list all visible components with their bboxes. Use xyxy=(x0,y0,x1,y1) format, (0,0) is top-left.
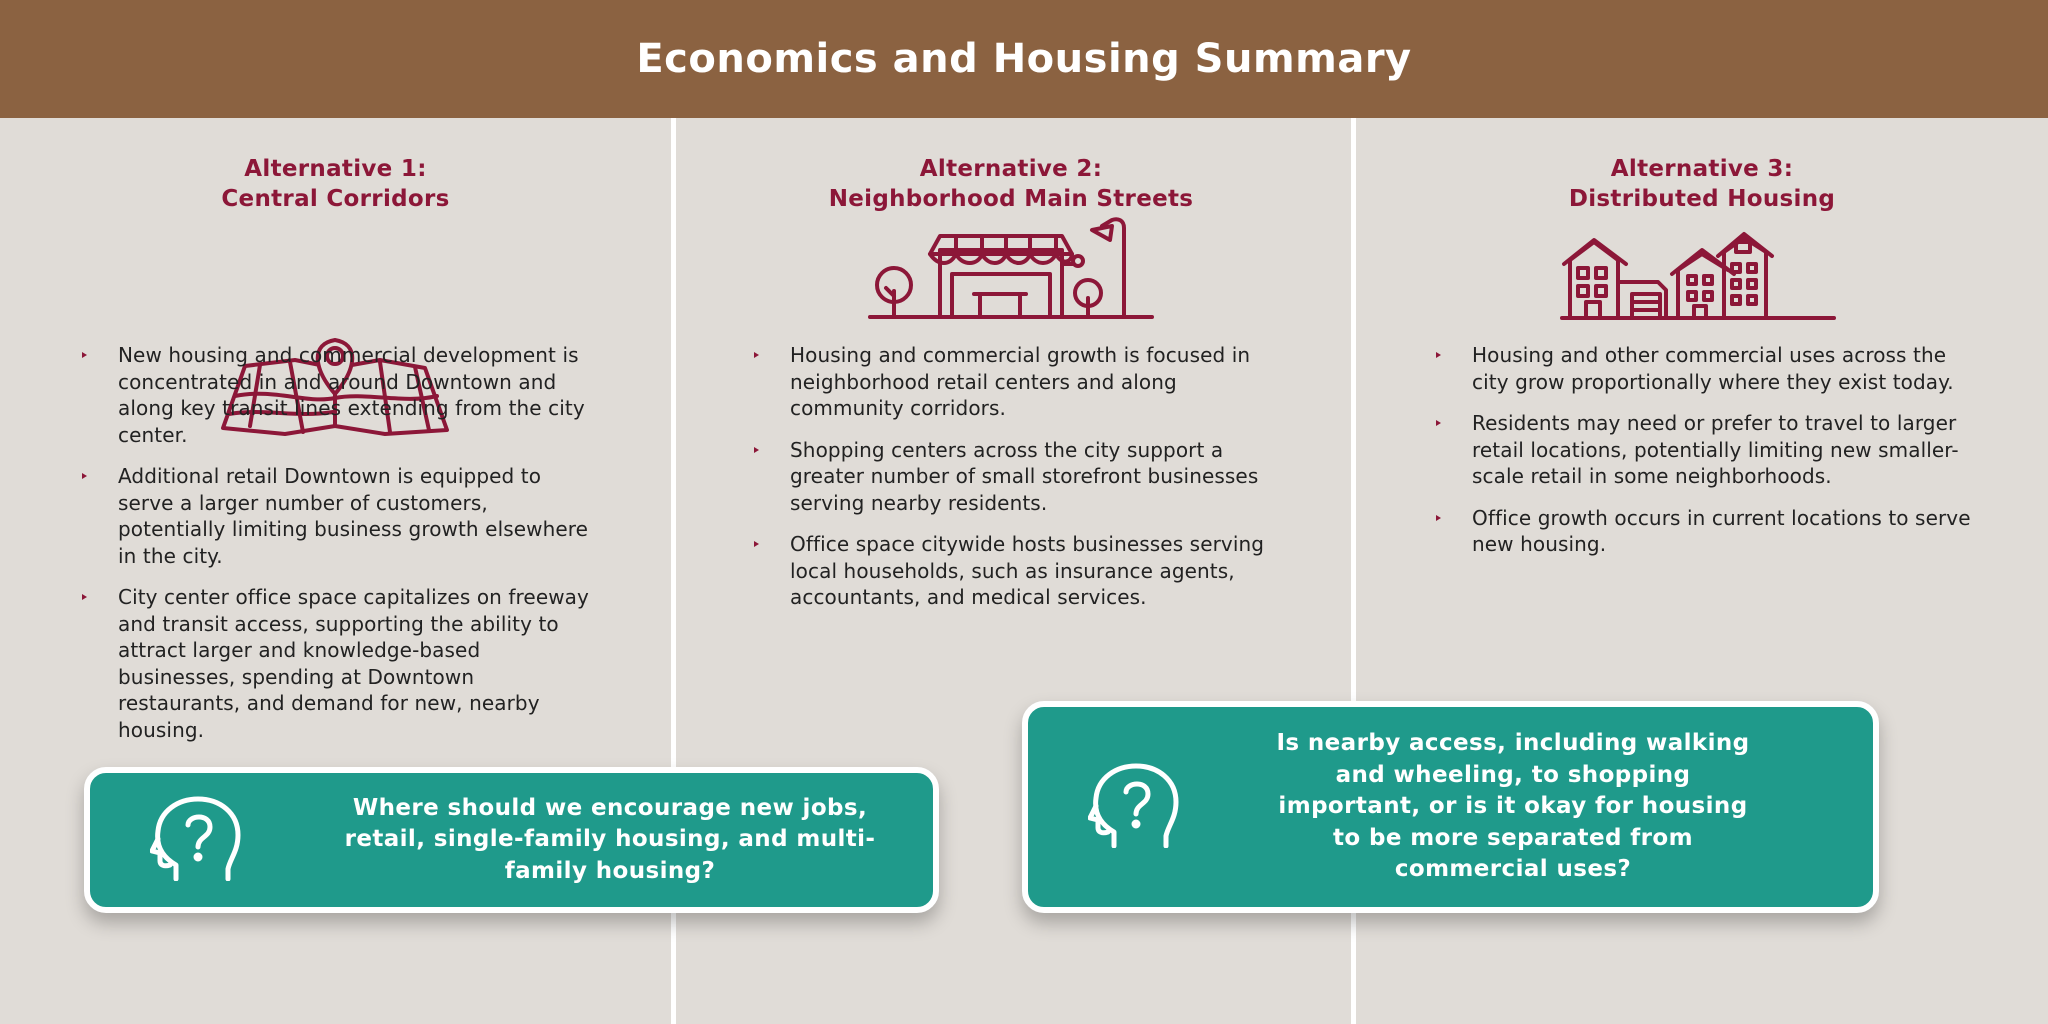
question-box-1 xyxy=(84,767,939,913)
bullet-icon xyxy=(82,352,87,358)
storefront-icon xyxy=(866,216,1156,321)
alternative-3-label: Alternative 3: xyxy=(1610,156,1794,182)
head-question-icon xyxy=(150,795,280,885)
list-item: New housing and commercial development is concentrated in and around Downtown and along key transit lines extending from the city center. xyxy=(80,342,600,448)
list-item: Housing and other commercial uses across the city grow proportionally where they exist today. xyxy=(1434,342,1974,395)
list-item: Office space citywide hosts businesses serving local households, such as insurance agents, accountants, and medical services. xyxy=(752,531,1282,611)
head-question-icon xyxy=(1088,762,1218,852)
bullet-icon xyxy=(82,594,87,600)
alternative-2-title xyxy=(676,154,1346,214)
bullet-icon xyxy=(82,473,87,479)
alternative-3-points xyxy=(1434,342,1974,573)
list-item: Additional retail Downtown is equipped to serve a larger number of customers, potentially limiting business growth elsewhere in the city. xyxy=(80,463,600,569)
list-item: Housing and commercial growth is focused in neighborhood retail centers and along community corridors. xyxy=(752,342,1282,422)
list-item: Office growth occurs in current locations to serve new housing. xyxy=(1434,505,1974,558)
houses-icon xyxy=(1558,230,1838,320)
bullet-icon xyxy=(1436,420,1441,426)
alternative-3-title xyxy=(1356,154,2048,214)
alternative-1-title xyxy=(0,154,671,214)
alternative-2-name: Neighborhood Main Streets xyxy=(828,186,1194,212)
alternative-2-label: Alternative 2: xyxy=(919,156,1103,182)
bullet-icon xyxy=(754,541,759,547)
alternative-1-points xyxy=(80,342,600,758)
list-item: Residents may need or prefer to travel to larger retail locations, potentially limiting new smaller-scale retail in some neighborhoods. xyxy=(1434,410,1974,490)
alternative-1-label: Alternative 1: xyxy=(244,156,427,182)
question-box-2 xyxy=(1022,701,1879,913)
alternative-3-name: Distributed Housing xyxy=(1568,186,1836,212)
question-1-text: Where should we encourage new jobs, retail, single-family housing, and multi-family housing? xyxy=(344,794,876,884)
list-item: Shopping centers across the city support a greater number of small storefront businesses serving nearby residents. xyxy=(752,437,1282,517)
alternative-1-name: Central Corridors xyxy=(221,186,450,212)
question-2-text: Is nearby access, including walking and wheeling, to shopping important, or is it okay for housing to be more separated from commercial uses? xyxy=(1276,730,1750,883)
bullet-icon xyxy=(754,447,759,453)
bullet-icon xyxy=(754,352,759,358)
alternative-2-points xyxy=(752,342,1282,626)
page-title: Economics and Housing Summary xyxy=(636,36,1412,82)
header-banner xyxy=(0,0,2048,118)
list-item: City center office space capitalizes on freeway and transit access, supporting the ability to attract larger and knowledge-based businesses, spending at Downtown restaurants, and demand for new, nearby housing. xyxy=(80,584,600,743)
bullet-icon xyxy=(1436,515,1441,521)
bullet-icon xyxy=(1436,352,1441,358)
